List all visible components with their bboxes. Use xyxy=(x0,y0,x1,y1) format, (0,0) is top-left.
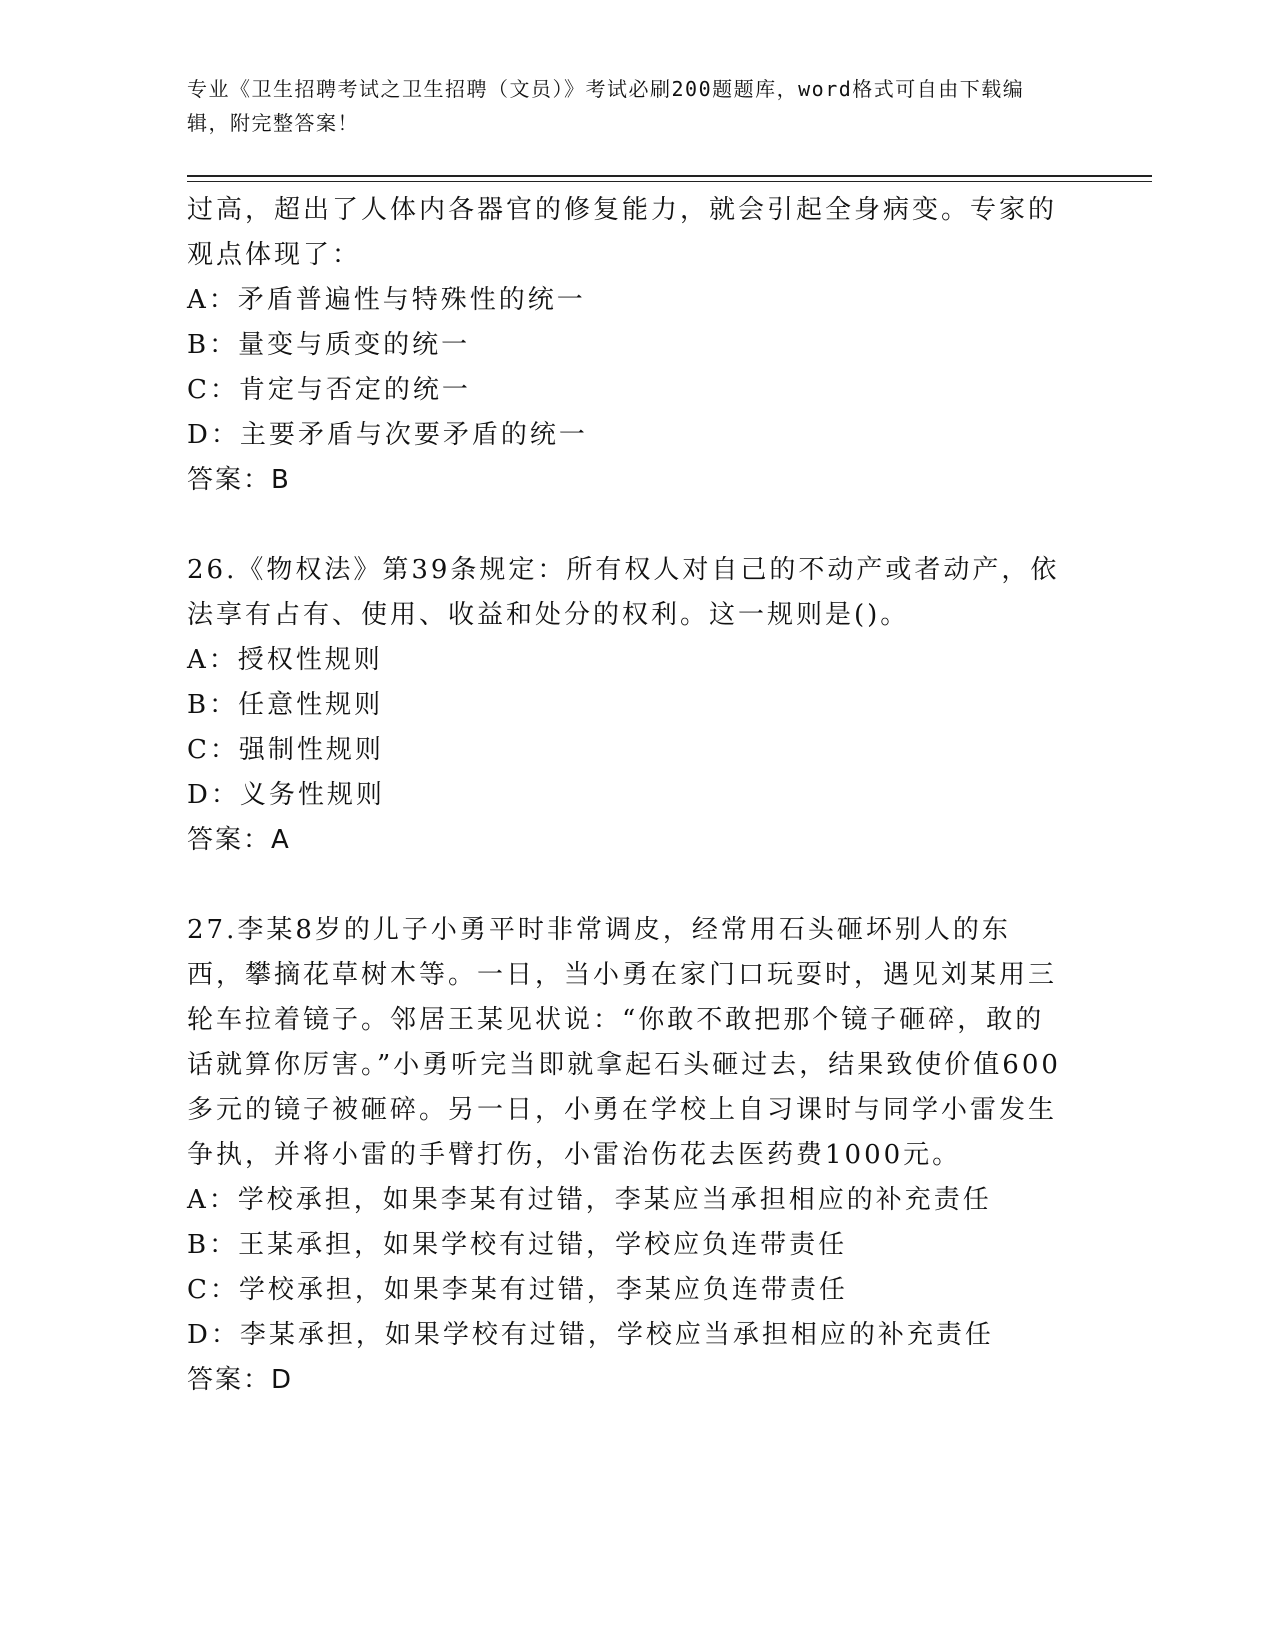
option-c: C：学校承担，如果李某有过错，李某应负连带责任 xyxy=(187,1275,848,1305)
option-c: C：肯定与否定的统一 xyxy=(187,375,471,405)
header-rule-thin xyxy=(187,181,1152,182)
option-d: D：义务性规则 xyxy=(187,780,385,810)
option-a: A：学校承担，如果李某有过错，李某应当承担相应的补充责任 xyxy=(187,1185,992,1215)
header-rule-thick xyxy=(187,175,1152,177)
question-stem: 26.《物权法》第39条规定：所有权人对自己的不动产或者动产，依法享有占有、使用、收益和处分的权利。这一规则是()。 xyxy=(187,555,1060,630)
document-header: 专业《卫生招聘考试之卫生招聘（文员）》考试必刷200题题库，word格式可自由下载编辑，附完整答案！ xyxy=(187,77,1025,135)
question-25 xyxy=(187,188,1067,503)
option-b: B：王某承担，如果学校有过错，学校应负连带责任 xyxy=(187,1230,848,1260)
option-d: D：主要矛盾与次要矛盾的统一 xyxy=(187,420,588,450)
question-stem: 27.李某8岁的儿子小勇平时非常调皮，经常用石头砸坏别人的东西，攀摘花草树木等。一日，当小勇在家门口玩耍时，遇见刘某用三轮车拉着镜子。邻居王某见状说：“你敢不敢把那个镜子砸碎，敢的话就算你厉害。”小勇听完当即就拿起石头砸过去，结果致使价值600多元的镜子被砸碎。另一日，小勇在学校上自习课时与同学小雷发生争执，并将小雷的手臂打伤，小雷治伤花去医药费1000元。 xyxy=(187,915,1061,1170)
answer-label: 答案：B xyxy=(187,465,291,495)
question-26 xyxy=(187,548,1067,863)
question-27 xyxy=(187,908,1067,1403)
question-list xyxy=(187,188,1067,1448)
option-d: D：李某承担，如果学校有过错，学校应当承担相应的补充责任 xyxy=(187,1320,994,1350)
answer-label: 答案：A xyxy=(187,825,291,855)
option-b: B：任意性规则 xyxy=(187,690,384,720)
question-stem: 过高，超出了人体内各器官的修复能力，就会引起全身病变。专家的观点体现了： xyxy=(187,195,1058,270)
option-b: B：量变与质变的统一 xyxy=(187,330,471,360)
option-c: C：强制性规则 xyxy=(187,735,384,765)
answer-label: 答案：D xyxy=(187,1365,294,1395)
option-a: A：矛盾普遍性与特殊性的统一 xyxy=(187,285,586,315)
option-a: A：授权性规则 xyxy=(187,645,383,675)
